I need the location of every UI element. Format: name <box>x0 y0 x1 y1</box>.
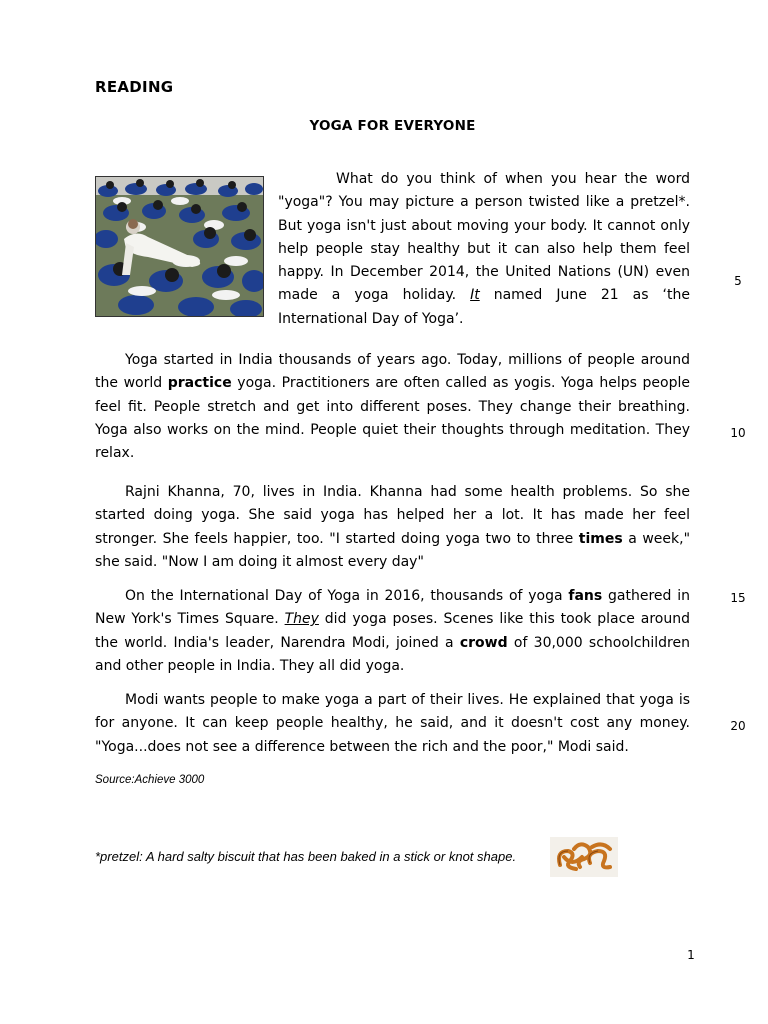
paragraph-1-text-end: named June 21 as ‘the International Day of Yoga’. <box>278 287 690 327</box>
paragraph-5 <box>95 689 690 759</box>
paragraph-1-text: What do you think of when you hear the word "yoga"? You may picture a person twisted like a pretzel*. But yoga isn't just about moving your body. It cannot only help people stay healthy but it can also help them feel happy. In December 2014, the United Nations (UN) even made a yoga holiday. <box>278 171 690 304</box>
paragraph-3-text-end: a week," she said. "Now I am doing it almost every day" <box>95 530 691 570</box>
paragraph-4-text-2: gathered in New York's Times Square. <box>95 588 690 628</box>
line-number: 15 <box>730 591 746 605</box>
bold-word-fans: fans <box>568 588 603 604</box>
line-number: 20 <box>730 719 746 733</box>
paragraph-4 <box>95 585 690 678</box>
paragraph-4-text-3: did yoga poses. Scenes like this took place around the world. India's leader, Narendra Modi, joined a <box>95 611 690 651</box>
bold-word-times: times <box>578 530 623 547</box>
pretzel-footnote: *pretzel: A hard salty biscuit that has been baked in a stick or knot shape. <box>95 849 517 864</box>
source-citation: Source:Achieve 3000 <box>95 774 205 786</box>
line-number: 10 <box>730 426 746 440</box>
paragraph-4-text-end: of 30,000 schoolchildren and other people in India. They all did yoga. <box>95 634 690 674</box>
paragraph-2-text-end: yoga. Practitioners are often called as yogis. Yoga helps people feel fit. People stretch and get into different poses. They change their breathing. Yoga also works on the mind. People quiet their thoughts through meditation. They relax. <box>95 375 690 462</box>
bold-word-crowd: crowd <box>459 634 508 651</box>
paragraph-3-text: Rajni Khanna, 70, lives in India. Khanna had some health problems. So she started doing yoga. She said yoga has helped her a lot. It has made her feel stronger. She feels happier, too. "I started doing yoga two to three <box>95 484 690 547</box>
paragraph-4-text: On the International Day of Yoga in 2016, thousands of yoga <box>125 588 569 604</box>
line-number: 5 <box>734 274 742 288</box>
paragraph-3 <box>95 481 690 574</box>
yoga-crowd-photo <box>95 176 264 317</box>
article-title: YOGA FOR EVERYONE <box>309 118 476 134</box>
page-number: 1 <box>687 948 695 962</box>
underlined-word-they: They <box>284 611 319 628</box>
section-heading: READING <box>95 78 174 96</box>
bold-word-practice: practice <box>167 375 232 392</box>
paragraph-1 <box>278 168 690 331</box>
paragraph-2 <box>95 349 690 465</box>
paragraph-5-text: Modi wants people to make yoga a part of their lives. He explained that yoga is for anyone. It can keep people healthy, he said, and it doesn't cost any money. "Yoga...does not see a difference between the rich and the poor," Modi said. <box>95 692 690 755</box>
underlined-word-it: It <box>470 287 480 304</box>
paragraph-2-text: Yoga started in India thousands of years ago. Today, millions of people around the world <box>95 352 690 392</box>
pretzel-image <box>550 837 618 877</box>
